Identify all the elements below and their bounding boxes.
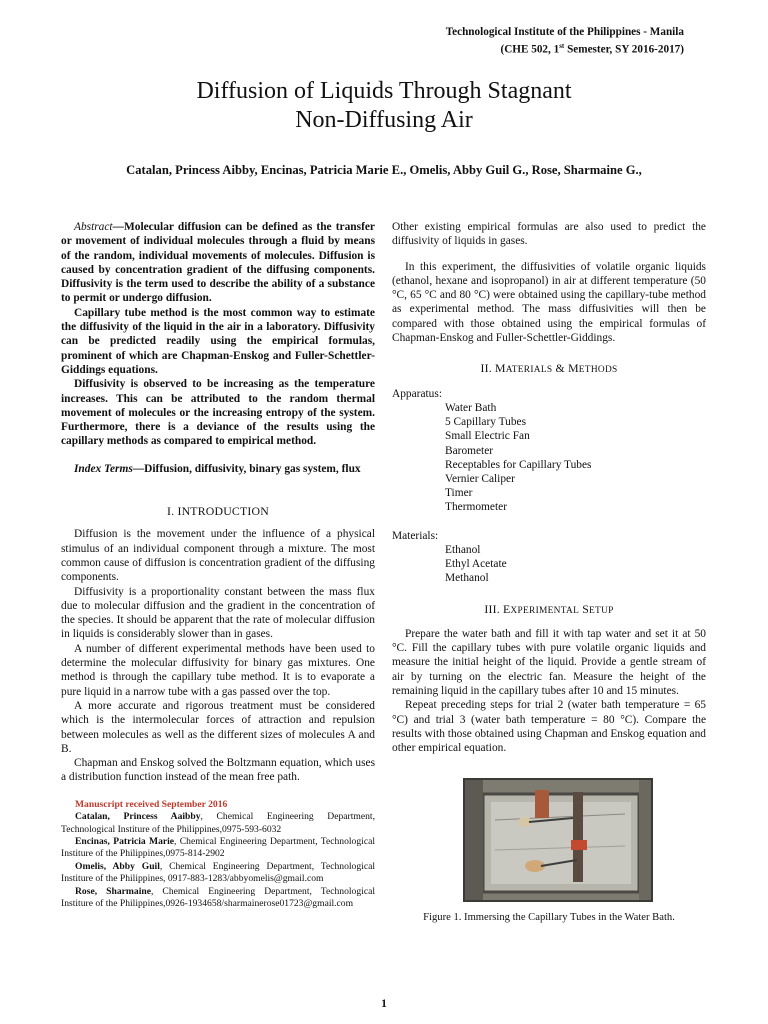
apparatus-label: Apparatus: xyxy=(392,387,442,400)
manuscript-footnote xyxy=(61,799,375,911)
list-item: Thermometer xyxy=(445,501,507,514)
heading-cap: S xyxy=(582,601,590,616)
figure-caption: Figure 1. Immersing the Capillary Tubes in the Water Bath. xyxy=(423,912,675,923)
index-terms-text: —Diffusion, diffusivity, binary gas system, flux xyxy=(132,462,361,475)
intro-paragraph-4: A more accurate and rigorous treatment must be considered which is the intermolecular forces of attraction and repulsion between molecules as well as the different sizes of molecules A and B. xyxy=(61,699,375,755)
header-institution: Technological Institute of the Philippines - Manila xyxy=(445,26,684,38)
intro-paragraph-5: Chapman and Enskog solved the Boltzmann equation, which uses a distribution function instead of the mean free path. xyxy=(61,757,375,784)
heading-cap: M xyxy=(568,361,579,376)
author-affiliation xyxy=(61,811,375,836)
list-item: Barometer xyxy=(445,444,494,457)
abstract-text-1: Molecular diffusion can be defined as the transfer or movement of individual molecules through a fluid by means of the random, individual movements of molecules. Diffusion is caused by concentration gradient of the diffusing components. Diffusivity is the term used to describe the ability of a substance to permit or undergo diffusion. xyxy=(61,221,375,305)
heading-amp: & xyxy=(552,361,569,376)
abstract-label: Abstract xyxy=(74,221,113,233)
heading-num: III. xyxy=(484,601,503,616)
heading-cap: E xyxy=(503,601,511,616)
materials-list xyxy=(392,543,706,586)
title-line-1: Diffusion of Liquids Through Stagnant xyxy=(196,78,572,104)
list-item: Methanol xyxy=(445,572,489,585)
index-terms-label: Index Terms xyxy=(74,462,133,475)
intro-paragraph-3: A number of different experimental methods have been used to determine the molecular diffusivity for binary gas mixtures. One method is through the capillary tube method. It is to evaporate a pure liquid in a narrow tube with a gas passed over the top. xyxy=(61,642,375,698)
right-paragraph-1: Other existing empirical formulas are also used to predict the diffusivity of liquids in gases. xyxy=(392,221,706,248)
intro-paragraph-2: Diffusivity is a proportionality constant between the mass flux due to molecular diffusion and the gradient in the concentration of the species. It should be apparent that the rate of molecular diffusion in liquids is considerably slower than in gases. xyxy=(61,585,375,641)
author-affiliation xyxy=(61,886,375,911)
title-line-2: Non-Diffusing Air xyxy=(295,107,473,133)
manuscript-received: Manuscript received September 2016 xyxy=(75,798,228,810)
section-heading-materials xyxy=(392,361,706,377)
page-number: 1 xyxy=(381,998,387,1010)
author-name: Rose, Sharmaine xyxy=(75,885,151,897)
running-header xyxy=(446,26,684,57)
paper-title xyxy=(0,77,768,135)
abstract-paragraph-3: Diffusivity is observed to be increasing as the temperature increases. This can be attributed to the random thermal movement of molecules or the increasing entropy of the system. Furthermore, there is a deviance of the results using the capillary methods as compared to empirical method. xyxy=(61,378,375,448)
setup-paragraph-2: Repeat preceding steps for trial 2 (water bath temperature = 65 °C) and trial 3 (water bath temperature = 80 °C). Compare the results with those obtained using Chapman and Enskog equation and other empirical equation. xyxy=(392,699,706,755)
list-item: Ethanol xyxy=(445,543,481,556)
left-column xyxy=(61,220,375,910)
abstract-paragraph-1 xyxy=(61,220,375,306)
water-bath-illustration xyxy=(465,780,653,902)
abstract-dash: — xyxy=(112,221,124,233)
list-item: Small Electric Fan xyxy=(445,430,530,443)
author-name: Catalan, Princess Aaibby xyxy=(75,811,201,823)
heading-rest: ATERIALS xyxy=(505,365,553,376)
apparatus-list xyxy=(392,401,706,515)
heading-cap: M xyxy=(495,361,506,376)
section-heading-introduction: I. INTRODUCTION xyxy=(167,504,269,519)
author-details: , Chemical Engineering Department, Technological Institure of the Philippines,0975-814-2902 xyxy=(61,835,375,860)
heading-rest: ETUP xyxy=(589,605,614,616)
author-affiliation xyxy=(61,836,375,861)
right-column xyxy=(392,220,706,755)
header-course-sup: st xyxy=(559,41,565,50)
figure-photo xyxy=(463,778,653,902)
list-item: Vernier Caliper xyxy=(445,472,515,485)
list-item: 5 Capillary Tubes xyxy=(445,416,527,429)
section-heading-setup xyxy=(392,602,706,618)
right-paragraph-2: In this experiment, the diffusivities of volatile organic liquids (ethanol, hexane and isopropanol) in air at different temperature (50 °C, 65 °C and 80 °C) were obtained using the capillary-tube method as experimental method. The mass diffusivities will then be compared with those obtained using the empirical formulas of Chapman-Enskog and Fuller-Schettler-Giddings. xyxy=(392,260,706,345)
list-item: Timer xyxy=(445,487,473,500)
author-details: , Chemical Engineering Department, Technological Institure of the Philippines,0926-1934658/sharmainerose01723@gmail.com xyxy=(61,885,375,909)
author-details: , Chemical Engineering Department, Technological Institure of the Philippines, 0917-883-1283/abbyomelis@gmail.com xyxy=(61,860,375,885)
author-affiliation xyxy=(61,861,375,886)
author-details: , Chemical Engineering Department, Technological Institure of the Philippines,0975-593-6032 xyxy=(61,811,375,835)
heading-rest: XPERIMENTAL xyxy=(510,605,580,616)
setup-paragraph-1: Prepare the water bath and fill it with tap water and set it at 50 °C. Fill the capillary tubes with pure volatile organic liquids and measure the initial height of the liquid. Provide a gentle stream of air by turning on the electric fan. Measure the height of the remaining liquid in the capillary tubes after 10 and 15 minutes. xyxy=(392,627,706,697)
abstract-paragraph-2: Capillary tube method is the most common way to estimate the diffusivity of the liquid in the air in a laboratory. Diffusivity can be predicted readily using the empirical formulas, prominent of which are Chapman-Enskog and Fuller-Schettler-Giddings equations. xyxy=(61,306,375,376)
materials-label: Materials: xyxy=(392,529,439,542)
intro-paragraph-1: Diffusion is the movement under the influence of a physical stimulus of an individual component through a mixture. The most common cause of diffusion is concentration gradient of the diffusing components. xyxy=(61,528,375,584)
heading-num: II. xyxy=(480,361,495,376)
author-name: Encinas, Patricia Marie xyxy=(75,835,175,847)
heading-rest: ETHODS xyxy=(578,365,618,376)
header-course-pre: (CHE 502, 1 xyxy=(500,43,560,56)
list-item: Water Bath xyxy=(445,401,497,414)
header-course-post: Semester, SY 2016-2017) xyxy=(564,43,684,56)
index-terms xyxy=(61,462,375,476)
authors-line: Catalan, Princess Aibby, Encinas, Patricia Marie E., Omelis, Abby Guil G., Rose, Sharmaine G., xyxy=(126,163,642,177)
author-name: Omelis, Abby Guil xyxy=(75,860,160,872)
header-course xyxy=(446,40,684,57)
list-item: Ethyl Acetate xyxy=(445,558,507,571)
list-item: Receptables for Capillary Tubes xyxy=(445,458,592,471)
